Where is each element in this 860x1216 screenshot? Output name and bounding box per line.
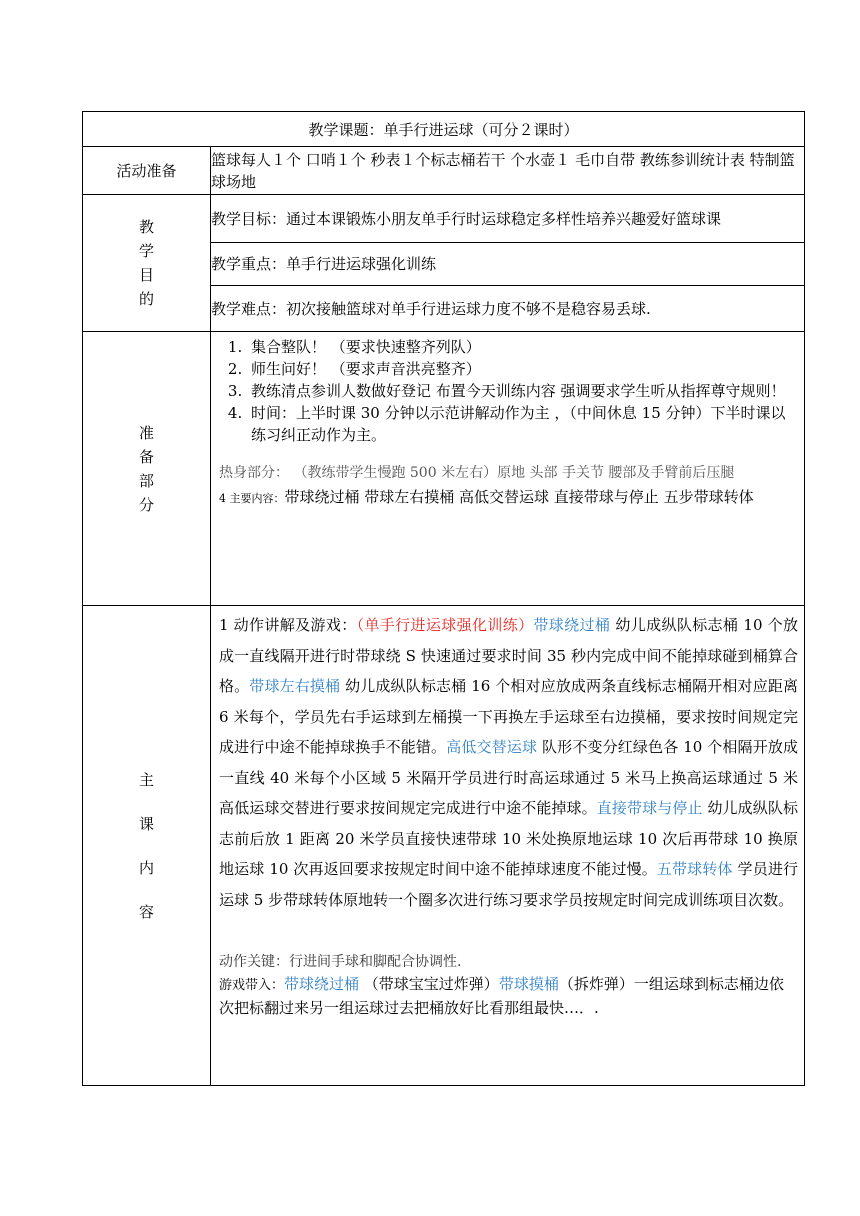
drill-name: 带球左右摸桶 — [249, 677, 341, 695]
teaching-difficulty: 教学难点：初次接触篮球对单手行进运球力度不够不是稳容易丢球. — [211, 286, 805, 332]
prepare-steps — [211, 332, 804, 446]
drill-name: 直接带球与停止 — [596, 799, 703, 817]
prep-label: 活动准备 — [83, 147, 211, 195]
drill-name: 带球绕过桶 — [533, 616, 611, 634]
step-item: 4. 时间：上半时课 30 分钟以示范讲解动作为主 ，（中间休息 15 分钟）下半时课以练习纠正动作为主。 — [247, 402, 798, 446]
lesson-plan-table — [82, 111, 805, 1086]
game-intro: 游戏带入：带球绕过桶 （带球宝宝过炸弹）带球摸桶（拆炸弹）一组运球到标志桶边依次把标翻过来另一组运球过去把桶放好比看那组最快…．. — [219, 975, 784, 1017]
warmup-text: 热身部分： （教练带学生慢跑 500 米左右）原地 头部 手关节 腰部及手臂前后压腿 — [219, 465, 735, 481]
main-label: 主 课 内 容 — [83, 606, 211, 1086]
goals-label: 教 学 目 的 — [83, 195, 211, 332]
teaching-objective: 教学目标：通过本课锻炼小朋友单手行时运球稳定多样性培养兴趣爱好篮球课 — [211, 195, 805, 243]
action-key: 动作关键：行进间手球和脚配合协调性. — [219, 954, 462, 970]
lesson-title: 教学课题：单手行进运球（可分２课时） — [83, 112, 805, 147]
step-item: 1. 集合整队！ （要求快速整齐列队） — [247, 336, 798, 358]
prepare-label: 准 备 部 分 — [83, 332, 211, 606]
step-item: 3. 教练清点参训人数做好登记 布置今天训练内容 强调要求学生听从指挥尊守规则！ — [247, 380, 798, 402]
step-item: 2. 师生问好！ （要求声音洪亮整齐） — [247, 358, 798, 380]
teaching-focus: 教学重点：单手行进运球强化训练 — [211, 243, 805, 286]
main-content-line: 4 主要内容：带球绕过桶 带球左右摸桶 高低交替运球 直接带球与停止 五步带球转体 — [219, 488, 754, 506]
prep-text: 篮球每人１个 口哨１个 秒表１个标志桶若干 个水壶１ 毛巾自带 教练参训统计表 特制篮球场地 — [211, 147, 805, 195]
prepare-content — [211, 332, 805, 606]
drill-name: 高低交替运球 — [446, 738, 538, 756]
drill-name: 五带球转体 — [656, 860, 733, 878]
drill-description: 1 动作讲解及游戏：（单手行进运球强化训练）带球绕过桶 幼儿成纵队标志桶 10 个放成一直线隔开进行时带球绕 S 快速通过要求时间 35 秒内完成中间不能掉球碰到桶算合格。带球左右摸桶 幼儿成纵队标志桶 16 个相对应放成两条直线标志桶隔开相对应距离 6 米每个，学员先右手运球到左桶摸一下再换左手运球至右边摸桶，要求按时间规定完成进行中途不能掉球换手不能错。高低交替运球 队形不变分红绿色各 10 个相隔开放成一直线 40 米每个小区域 5 米隔开学员进行时高运球通过 5 米马上换高运球通过 5 米高低运球交替进行要求按间规定完成进行中途不能掉球。直接带球与停止 幼儿成纵队标志前后放 1 距离 20 米学员直接快速带球 10 米处换原地运球 10 次后再带球 10 换原地运球 10 次再返回要求按规定时间中途不能掉球速度不能过慢。五带球转体 学员进行运球 5 步带球转体原地转一个圈多次进行练习要求学员按规定时间完成训练项目次数。 — [219, 616, 799, 909]
main-content — [211, 606, 805, 1086]
